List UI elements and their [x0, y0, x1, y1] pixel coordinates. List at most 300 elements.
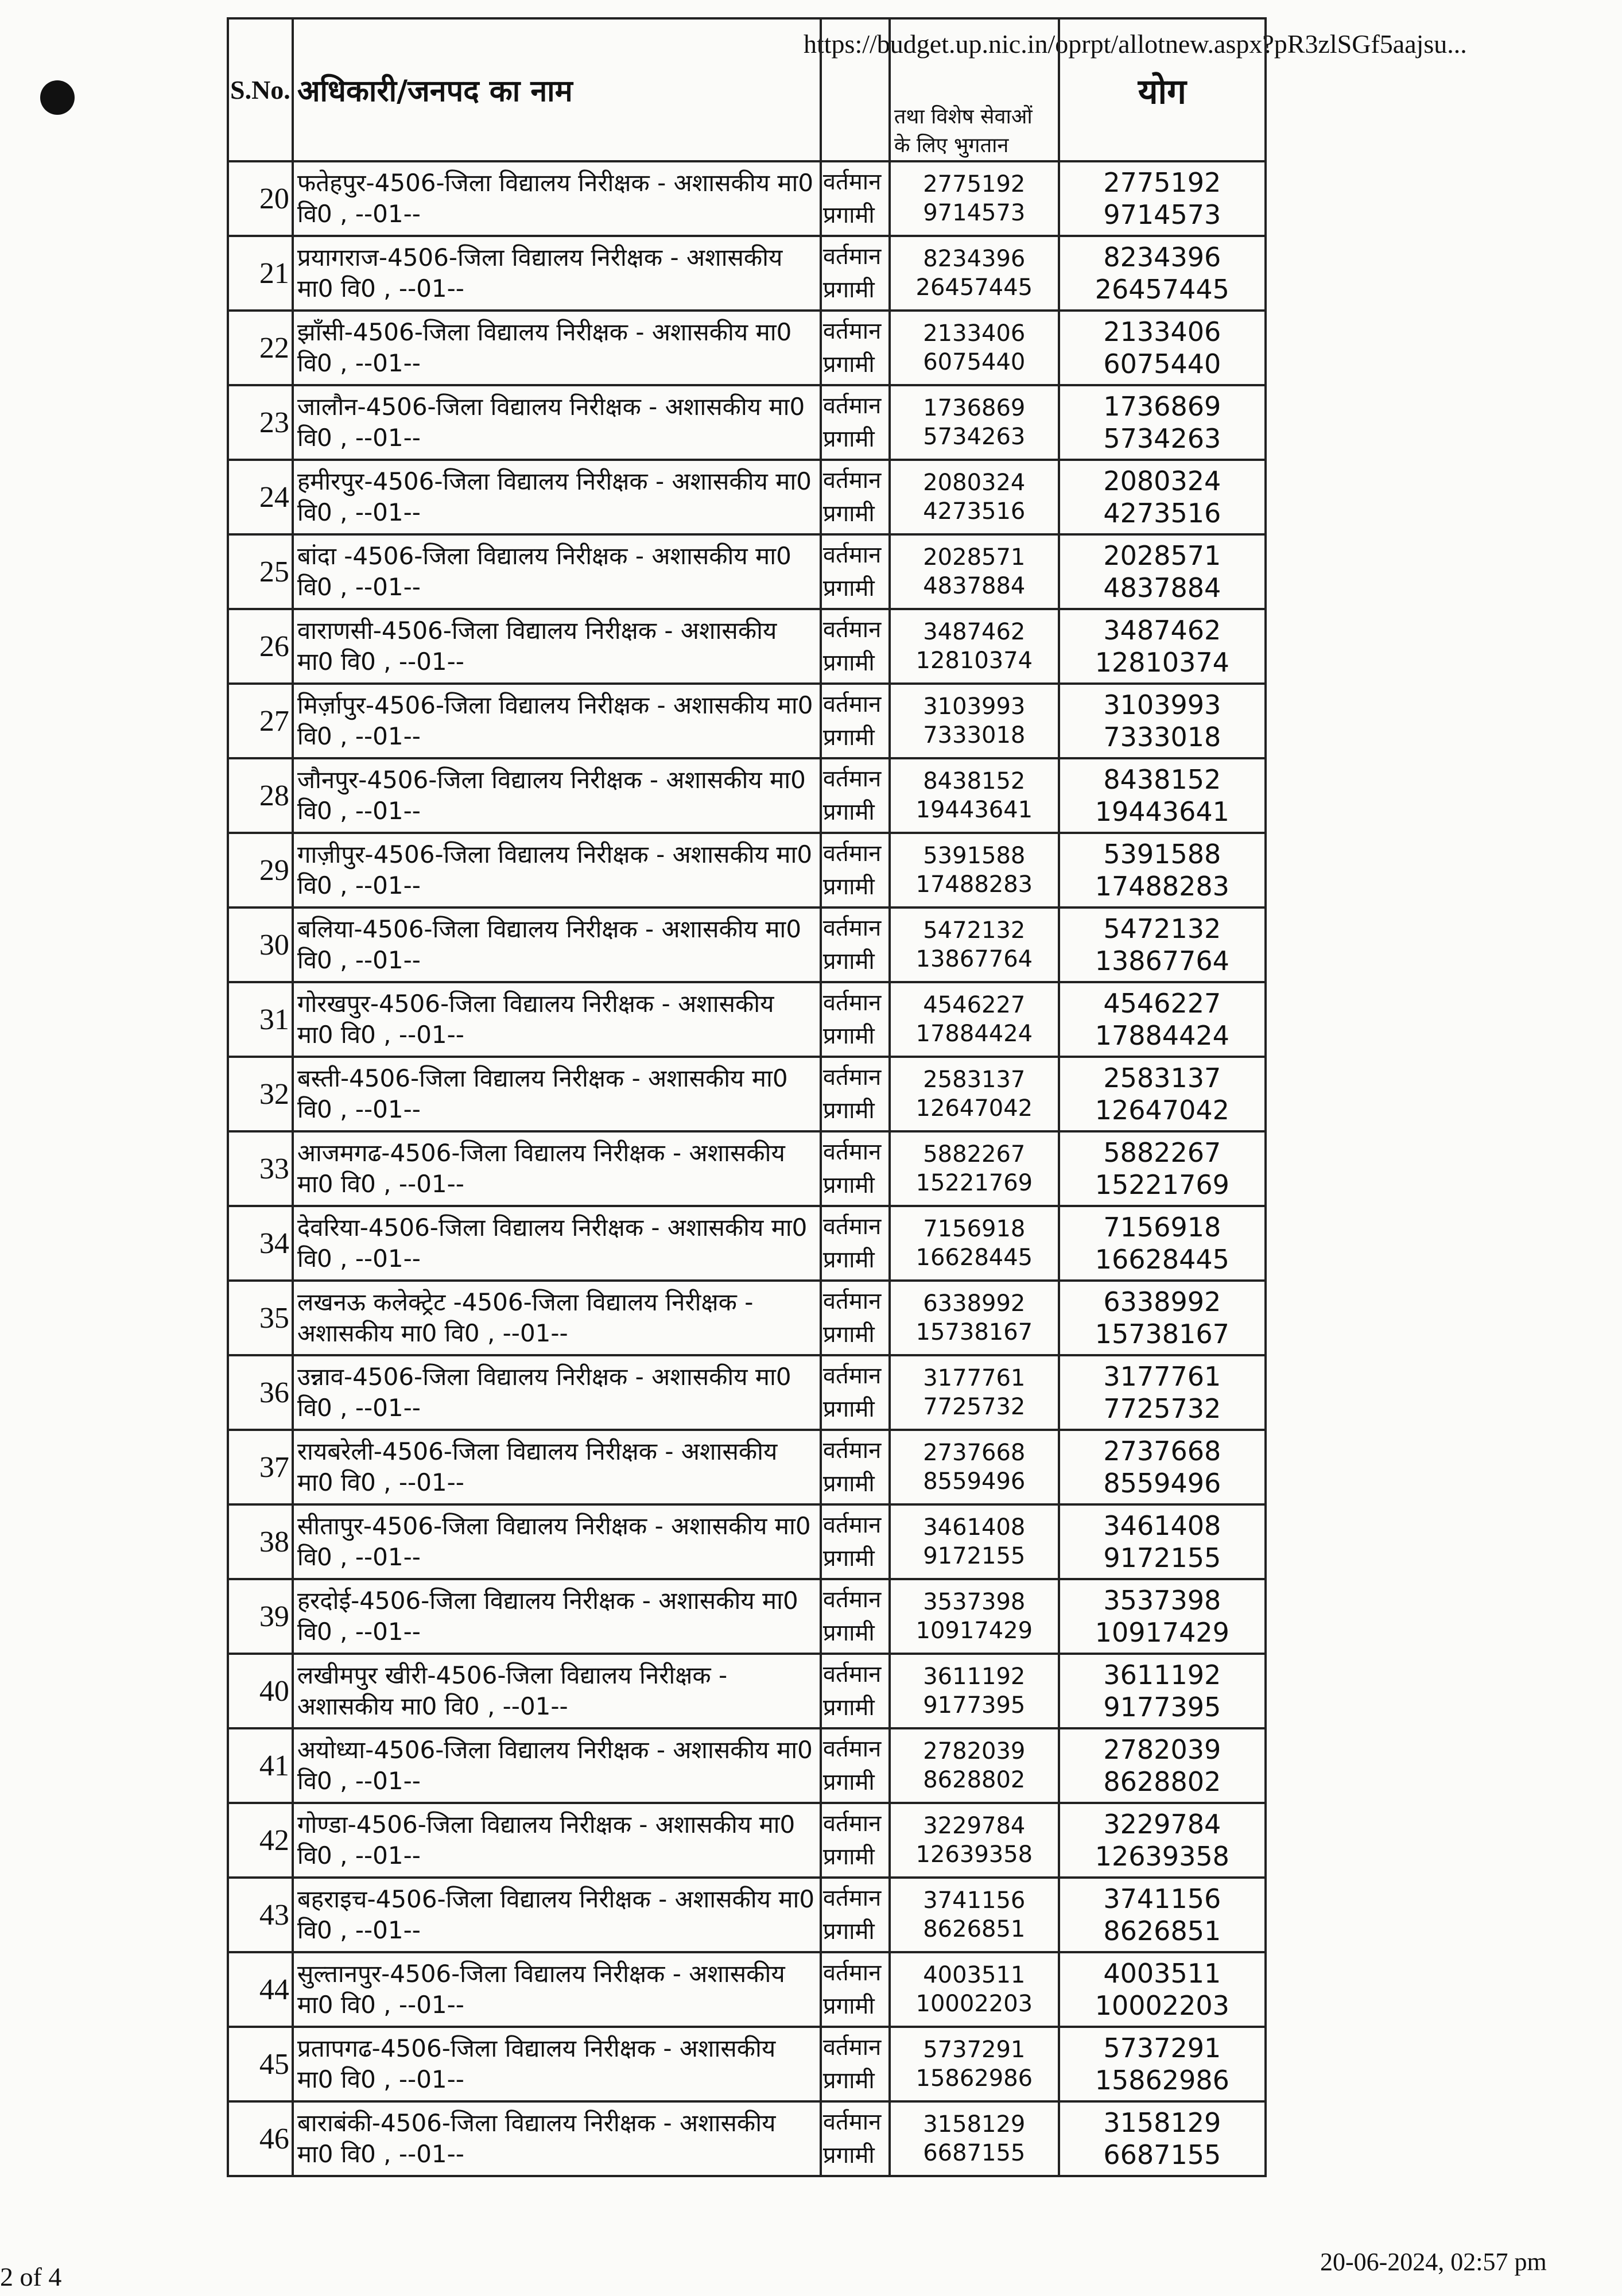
office-name: मिर्ज़ापुर-4506-जिला विद्यालय निरीक्षक - अशासकीय मा0 वि0 , --01--	[293, 684, 821, 758]
label-progressive: प्रगामी	[822, 2142, 875, 2169]
total-current: 5391588	[1103, 839, 1221, 870]
table-row	[228, 1504, 1266, 1579]
label-progressive: प्रगामी	[822, 575, 875, 602]
value-progressive: 9177395	[923, 1692, 1026, 1719]
total-progressive: 12647042	[1095, 1095, 1229, 1126]
period-labels	[821, 833, 890, 907]
office-name: सुल्तानपुर-4506-जिला विद्यालय निरीक्षक - अशासकीय मा0 वि0 , --01--	[293, 1952, 821, 2027]
page-number: 2 of 4	[0, 2262, 62, 2291]
payment-values	[890, 534, 1059, 609]
period-labels	[821, 1728, 890, 1803]
serial-number: 45	[228, 2027, 293, 2101]
label-current: वर्तमान	[822, 169, 882, 195]
total-current: 5472132	[1103, 913, 1221, 944]
label-current: वर्तमान	[822, 915, 882, 941]
total-current: 3537398	[1103, 1585, 1221, 1616]
total-current: 2782039	[1103, 1734, 1221, 1765]
column-header-name: अधिकारी/जनपद का नाम	[293, 18, 821, 161]
total-values	[1059, 684, 1266, 758]
table-row	[228, 1728, 1266, 1803]
table-row	[228, 1878, 1266, 1952]
total-current: 2737668	[1103, 1436, 1221, 1467]
column-header-total: योग	[1059, 18, 1266, 161]
period-labels	[821, 1206, 890, 1281]
value-current: 2737668	[923, 1440, 1026, 1466]
label-current: वर्तमान	[822, 243, 882, 270]
table-row	[228, 161, 1266, 236]
total-current: 2775192	[1103, 167, 1221, 198]
payment-values	[890, 684, 1059, 758]
office-name: हमीरपुर-4506-जिला विद्यालय निरीक्षक - अशासकीय मा0 वि0 , --01--	[293, 460, 821, 534]
total-values	[1059, 311, 1266, 385]
period-labels	[821, 609, 890, 684]
total-progressive: 16628445	[1095, 1244, 1229, 1275]
total-values	[1059, 1206, 1266, 1281]
office-name: लखीमपुर खीरी-4506-जिला विद्यालय निरीक्षक - अशासकीय मा0 वि0 , --01--	[293, 1654, 821, 1728]
table-header-row	[228, 18, 1266, 161]
value-progressive: 10002203	[915, 1991, 1033, 2017]
office-name: आजमगढ-4506-जिला विद्यालय निरीक्षक - अशासकीय मा0 वि0 , --01--	[293, 1131, 821, 1206]
table-row	[228, 1131, 1266, 1206]
value-current: 2782039	[923, 1738, 1026, 1764]
value-progressive: 12647042	[915, 1095, 1033, 1122]
table-row	[228, 460, 1266, 534]
total-progressive: 9172155	[1103, 1542, 1221, 1573]
value-current: 2775192	[923, 171, 1026, 197]
label-current: वर्तमान	[822, 990, 882, 1016]
office-name: झाँसी-4506-जिला विद्यालय निरीक्षक - अशासकीय मा0 वि0 , --01--	[293, 311, 821, 385]
total-values	[1059, 1654, 1266, 1728]
value-current: 3103993	[923, 693, 1026, 720]
total-current: 7156918	[1103, 1212, 1221, 1243]
period-labels	[821, 758, 890, 833]
value-current: 4546227	[923, 992, 1026, 1018]
label-current: वर्तमान	[822, 1587, 882, 1613]
serial-number: 35	[228, 1281, 293, 1355]
serial-number: 20	[228, 161, 293, 236]
label-progressive: प्रगामी	[822, 799, 875, 825]
period-labels	[821, 1430, 890, 1504]
value-progressive: 7725732	[923, 1394, 1026, 1420]
payment-values	[890, 460, 1059, 534]
value-current: 2080324	[923, 470, 1026, 496]
total-current: 2133406	[1103, 316, 1221, 347]
payment-values	[890, 2027, 1059, 2101]
label-current: वर्तमान	[822, 1437, 882, 1464]
office-name: बहराइच-4506-जिला विद्यालय निरीक्षक - अशासकीय मा0 वि0 , --01--	[293, 1878, 821, 1952]
label-progressive: प्रगामी	[822, 948, 875, 975]
total-progressive: 6687155	[1103, 2139, 1221, 2170]
total-progressive: 7725732	[1103, 1393, 1221, 1424]
value-current: 2028571	[923, 544, 1026, 571]
total-progressive: 26457445	[1095, 274, 1229, 305]
total-values	[1059, 1952, 1266, 2027]
total-progressive: 15862986	[1095, 2065, 1229, 2096]
serial-number: 39	[228, 1579, 293, 1654]
period-labels	[821, 311, 890, 385]
serial-number: 26	[228, 609, 293, 684]
label-current: वर्तमान	[822, 1213, 882, 1240]
payment-values	[890, 1803, 1059, 1878]
total-progressive: 6075440	[1103, 348, 1221, 379]
total-progressive: 5734263	[1103, 423, 1221, 454]
payment-values	[890, 236, 1059, 311]
column-header-value: तथा विशेष सेवाओं के लिए भुगतान	[890, 18, 1059, 161]
total-values	[1059, 460, 1266, 534]
serial-number: 38	[228, 1504, 293, 1579]
punch-hole-mark	[40, 80, 75, 115]
total-progressive: 8628802	[1103, 1766, 1221, 1797]
office-name: जालौन-4506-जिला विद्यालय निरीक्षक - अशासकीय मा0 वि0 , --01--	[293, 385, 821, 460]
label-current: वर्तमान	[822, 1661, 882, 1688]
value-current: 5737291	[923, 2037, 1026, 2063]
total-progressive: 8559496	[1103, 1468, 1221, 1499]
table-row	[228, 1579, 1266, 1654]
total-values	[1059, 609, 1266, 684]
total-current: 5882267	[1103, 1137, 1221, 1168]
table-row	[228, 982, 1266, 1057]
table-row	[228, 311, 1266, 385]
office-name: हरदोई-4506-जिला विद्यालय निरीक्षक - अशासकीय मा0 वि0 , --01--	[293, 1579, 821, 1654]
total-values	[1059, 1728, 1266, 1803]
label-progressive: प्रगामी	[822, 1993, 875, 2019]
value-progressive: 6075440	[923, 349, 1026, 375]
total-progressive: 15221769	[1095, 1169, 1229, 1200]
office-name: फतेहपुर-4506-जिला विद्यालय निरीक्षक - अशासकीय मा0 वि0 , --01--	[293, 161, 821, 236]
period-labels	[821, 2027, 890, 2101]
total-values	[1059, 1131, 1266, 1206]
period-labels	[821, 1654, 890, 1728]
period-labels	[821, 2101, 890, 2176]
value-progressive: 17488283	[915, 871, 1033, 898]
total-values	[1059, 1803, 1266, 1878]
table-row	[228, 907, 1266, 982]
serial-number: 32	[228, 1057, 293, 1131]
total-progressive: 12810374	[1095, 647, 1229, 678]
label-progressive: प्रगामी	[822, 277, 875, 303]
total-progressive: 19443641	[1095, 796, 1229, 827]
label-progressive: प्रगामी	[822, 650, 875, 676]
table-row	[228, 236, 1266, 311]
office-name: देवरिया-4506-जिला विद्यालय निरीक्षक - अशासकीय मा0 वि0 , --01--	[293, 1206, 821, 1281]
header-url: https://budget.up.nic.in/oprpt/allotnew.aspx?pR3zlSGf5aajsu...	[804, 29, 1467, 59]
value-progressive: 8559496	[923, 1468, 1026, 1495]
total-values	[1059, 1430, 1266, 1504]
period-labels	[821, 907, 890, 982]
value-progressive: 7333018	[923, 722, 1026, 748]
value-progressive: 26457445	[915, 274, 1033, 301]
office-name: सीतापुर-4506-जिला विद्यालय निरीक्षक - अशासकीय मा0 वि0 , --01--	[293, 1504, 821, 1579]
serial-number: 46	[228, 2101, 293, 2176]
period-labels	[821, 385, 890, 460]
label-progressive: प्रगामी	[822, 1023, 875, 1049]
label-current: वर्तमान	[822, 542, 882, 568]
label-current: वर्तमान	[822, 467, 882, 494]
total-values	[1059, 1878, 1266, 1952]
label-progressive: प्रगामी	[822, 351, 875, 378]
payment-values	[890, 1131, 1059, 1206]
label-current: वर्तमान	[822, 1288, 882, 1314]
label-progressive: प्रगामी	[822, 1694, 875, 1721]
period-labels	[821, 1803, 890, 1878]
value-current: 5472132	[923, 917, 1026, 944]
label-progressive: प्रगामी	[822, 724, 875, 751]
office-name: बांदा -4506-जिला विद्यालय निरीक्षक - अशासकीय मा0 वि0 , --01--	[293, 534, 821, 609]
table-row	[228, 385, 1266, 460]
period-labels	[821, 1579, 890, 1654]
total-values	[1059, 1504, 1266, 1579]
value-progressive: 17884424	[915, 1021, 1033, 1047]
total-values	[1059, 534, 1266, 609]
serial-number: 27	[228, 684, 293, 758]
serial-number: 31	[228, 982, 293, 1057]
total-current: 2028571	[1103, 540, 1221, 571]
payment-values	[890, 1430, 1059, 1504]
payment-values	[890, 1281, 1059, 1355]
total-progressive: 10002203	[1095, 1990, 1229, 2021]
period-labels	[821, 982, 890, 1057]
total-values	[1059, 2101, 1266, 2176]
serial-number: 41	[228, 1728, 293, 1803]
period-labels	[821, 1504, 890, 1579]
serial-number: 37	[228, 1430, 293, 1504]
period-labels	[821, 1952, 890, 2027]
total-current: 3611192	[1103, 1659, 1221, 1690]
total-values	[1059, 1579, 1266, 1654]
label-progressive: प्रगामी	[822, 1918, 875, 1945]
total-current: 8438152	[1103, 764, 1221, 795]
total-progressive: 17488283	[1095, 871, 1229, 902]
label-progressive: प्रगामी	[822, 1396, 875, 1422]
serial-number: 30	[228, 907, 293, 982]
total-values	[1059, 385, 1266, 460]
table-row	[228, 534, 1266, 609]
total-values	[1059, 833, 1266, 907]
total-values	[1059, 907, 1266, 982]
payment-values	[890, 1952, 1059, 2027]
total-values	[1059, 1057, 1266, 1131]
value-current: 1736869	[923, 395, 1026, 421]
value-progressive: 4273516	[923, 498, 1026, 525]
serial-number: 24	[228, 460, 293, 534]
office-name: बलिया-4506-जिला विद्यालय निरीक्षक - अशासकीय मा0 वि0 , --01--	[293, 907, 821, 982]
serial-number: 42	[228, 1803, 293, 1878]
office-name: गोरखपुर-4506-जिला विद्यालय निरीक्षक - अशासकीय मा0 वि0 , --01--	[293, 982, 821, 1057]
office-name: रायबरेली-4506-जिला विद्यालय निरीक्षक - अशासकीय मा0 वि0 , --01--	[293, 1430, 821, 1504]
period-labels	[821, 534, 890, 609]
label-progressive: प्रगामी	[822, 1844, 875, 1870]
value-current: 7156918	[923, 1216, 1026, 1242]
total-progressive: 15738167	[1095, 1318, 1229, 1349]
label-progressive: प्रगामी	[822, 1247, 875, 1273]
total-current: 3177761	[1103, 1361, 1221, 1392]
serial-number: 23	[228, 385, 293, 460]
column-header-sno: S.No.	[228, 18, 293, 161]
total-current: 3229784	[1103, 1809, 1221, 1840]
label-current: वर्तमान	[822, 1139, 882, 1165]
total-progressive: 7333018	[1103, 722, 1221, 753]
value-progressive: 15862986	[915, 2065, 1033, 2092]
label-progressive: प्रगामी	[822, 1172, 875, 1199]
label-current: वर्तमान	[822, 1810, 882, 1837]
payment-values	[890, 1057, 1059, 1131]
label-current: वर्तमान	[822, 691, 882, 718]
total-values	[1059, 758, 1266, 833]
value-progressive: 9714573	[923, 200, 1026, 226]
total-current: 3158129	[1103, 2107, 1221, 2138]
office-name: लखनऊ कलेक्ट्रेट -4506-जिला विद्यालय निरीक्षक - अशासकीय मा0 वि0 , --01--	[293, 1281, 821, 1355]
payment-values	[890, 1504, 1059, 1579]
value-progressive: 12810374	[915, 647, 1033, 674]
value-current: 8438152	[923, 768, 1026, 794]
period-labels	[821, 1057, 890, 1131]
total-progressive: 17884424	[1095, 1020, 1229, 1051]
label-progressive: प्रगामी	[822, 2068, 875, 2094]
value-progressive: 13867764	[915, 946, 1033, 972]
label-progressive: प्रगामी	[822, 1620, 875, 1646]
value-progressive: 12639358	[915, 1841, 1033, 1868]
total-progressive: 13867764	[1095, 945, 1229, 976]
period-labels	[821, 236, 890, 311]
serial-number: 33	[228, 1131, 293, 1206]
value-current: 3741156	[923, 1887, 1026, 1914]
value-progressive: 8628802	[923, 1767, 1026, 1793]
office-name: जौनपुर-4506-जिला विद्यालय निरीक्षक - अशासकीय मा0 वि0 , --01--	[293, 758, 821, 833]
office-name: अयोध्या-4506-जिला विद्यालय निरीक्षक - अशासकीय मा0 वि0 , --01--	[293, 1728, 821, 1803]
label-progressive: प्रगामी	[822, 1769, 875, 1795]
total-current: 2583137	[1103, 1062, 1221, 1093]
total-current: 4546227	[1103, 988, 1221, 1019]
period-labels	[821, 1355, 890, 1430]
value-progressive: 15221769	[915, 1170, 1033, 1196]
label-current: वर्तमान	[822, 318, 882, 344]
value-current: 3487462	[923, 619, 1026, 645]
table-row	[228, 1355, 1266, 1430]
total-values	[1059, 1355, 1266, 1430]
payment-values	[890, 385, 1059, 460]
table-row	[228, 1803, 1266, 1878]
total-progressive: 8626851	[1103, 1915, 1221, 1946]
payment-values	[890, 1654, 1059, 1728]
serial-number: 28	[228, 758, 293, 833]
label-current: वर्तमान	[822, 1363, 882, 1389]
total-progressive: 4837884	[1103, 572, 1221, 603]
value-current: 2133406	[923, 320, 1026, 347]
office-name: गोण्डा-4506-जिला विद्यालय निरीक्षक - अशासकीय मा0 वि0 , --01--	[293, 1803, 821, 1878]
column-header-type	[821, 18, 890, 161]
payment-values	[890, 1878, 1059, 1952]
label-progressive: प्रगामी	[822, 874, 875, 900]
payment-values	[890, 907, 1059, 982]
period-labels	[821, 684, 890, 758]
total-current: 2080324	[1103, 466, 1221, 497]
value-progressive: 6687155	[923, 2140, 1026, 2166]
serial-number: 44	[228, 1952, 293, 2027]
payment-values	[890, 311, 1059, 385]
table-row	[228, 758, 1266, 833]
period-labels	[821, 1281, 890, 1355]
table-row	[228, 2101, 1266, 2176]
label-current: वर्तमान	[822, 393, 882, 419]
office-name: प्रयागराज-4506-जिला विद्यालय निरीक्षक - अशासकीय मा0 वि0 , --01--	[293, 236, 821, 311]
table-row	[228, 1430, 1266, 1504]
table-row	[228, 1281, 1266, 1355]
payment-values	[890, 609, 1059, 684]
print-datetime: 20-06-2024, 02:57 pm	[1320, 2248, 1547, 2276]
total-values	[1059, 161, 1266, 236]
total-current: 3741156	[1103, 1883, 1221, 1914]
total-progressive: 9714573	[1103, 199, 1221, 230]
serial-number: 43	[228, 1878, 293, 1952]
total-progressive: 4273516	[1103, 498, 1221, 529]
total-current: 3487462	[1103, 615, 1221, 646]
label-current: वर्तमान	[822, 1512, 882, 1538]
total-values	[1059, 1281, 1266, 1355]
office-name: प्रतापगढ-4506-जिला विद्यालय निरीक्षक - अशासकीय मा0 वि0 , --01--	[293, 2027, 821, 2101]
total-current: 6338992	[1103, 1286, 1221, 1317]
serial-number: 21	[228, 236, 293, 311]
value-progressive: 10917429	[915, 1618, 1033, 1644]
label-current: वर्तमान	[822, 840, 882, 867]
value-current: 5391588	[923, 843, 1026, 869]
serial-number: 34	[228, 1206, 293, 1281]
total-values	[1059, 982, 1266, 1057]
payment-values	[890, 758, 1059, 833]
label-current: वर्तमान	[822, 1064, 882, 1091]
office-name: बस्ती-4506-जिला विद्यालय निरीक्षक - अशासकीय मा0 वि0 , --01--	[293, 1057, 821, 1131]
value-current: 4003511	[923, 1962, 1026, 1988]
value-current: 2583137	[923, 1066, 1026, 1093]
total-values	[1059, 2027, 1266, 2101]
label-current: वर्तमान	[822, 1736, 882, 1762]
serial-number: 40	[228, 1654, 293, 1728]
label-current: वर्तमान	[822, 1885, 882, 1911]
total-progressive: 10917429	[1095, 1617, 1229, 1648]
value-progressive: 19443641	[915, 797, 1033, 823]
value-current: 6338992	[923, 1290, 1026, 1317]
table-row	[228, 1057, 1266, 1131]
value-current: 3177761	[923, 1365, 1026, 1391]
label-current: वर्तमान	[822, 2034, 882, 2061]
table-row	[228, 1206, 1266, 1281]
value-current: 3461408	[923, 1514, 1026, 1541]
total-current: 3103993	[1103, 689, 1221, 720]
total-current: 1736869	[1103, 391, 1221, 422]
value-current: 3611192	[923, 1663, 1026, 1690]
office-name: गाज़ीपुर-4506-जिला विद्यालय निरीक्षक - अशासकीय मा0 वि0 , --01--	[293, 833, 821, 907]
value-progressive: 5734263	[923, 424, 1026, 450]
value-current: 8234396	[923, 246, 1026, 272]
payment-values	[890, 1355, 1059, 1430]
total-current: 8234396	[1103, 242, 1221, 273]
payment-values	[890, 833, 1059, 907]
value-progressive: 4837884	[923, 573, 1026, 599]
total-values	[1059, 236, 1266, 311]
label-progressive: प्रगामी	[822, 1545, 875, 1572]
value-current: 3537398	[923, 1589, 1026, 1615]
payment-values	[890, 2101, 1059, 2176]
label-progressive: प्रगामी	[822, 202, 875, 228]
label-current: वर्तमान	[822, 766, 882, 792]
period-labels	[821, 1131, 890, 1206]
total-current: 4003511	[1103, 1958, 1221, 1989]
office-name: बाराबंकी-4506-जिला विद्यालय निरीक्षक - अशासकीय मा0 वि0 , --01--	[293, 2101, 821, 2176]
table-row	[228, 833, 1266, 907]
label-progressive: प्रगामी	[822, 426, 875, 452]
value-current: 3229784	[923, 1813, 1026, 1839]
table-row	[228, 2027, 1266, 2101]
allotment-table	[227, 17, 1267, 2177]
